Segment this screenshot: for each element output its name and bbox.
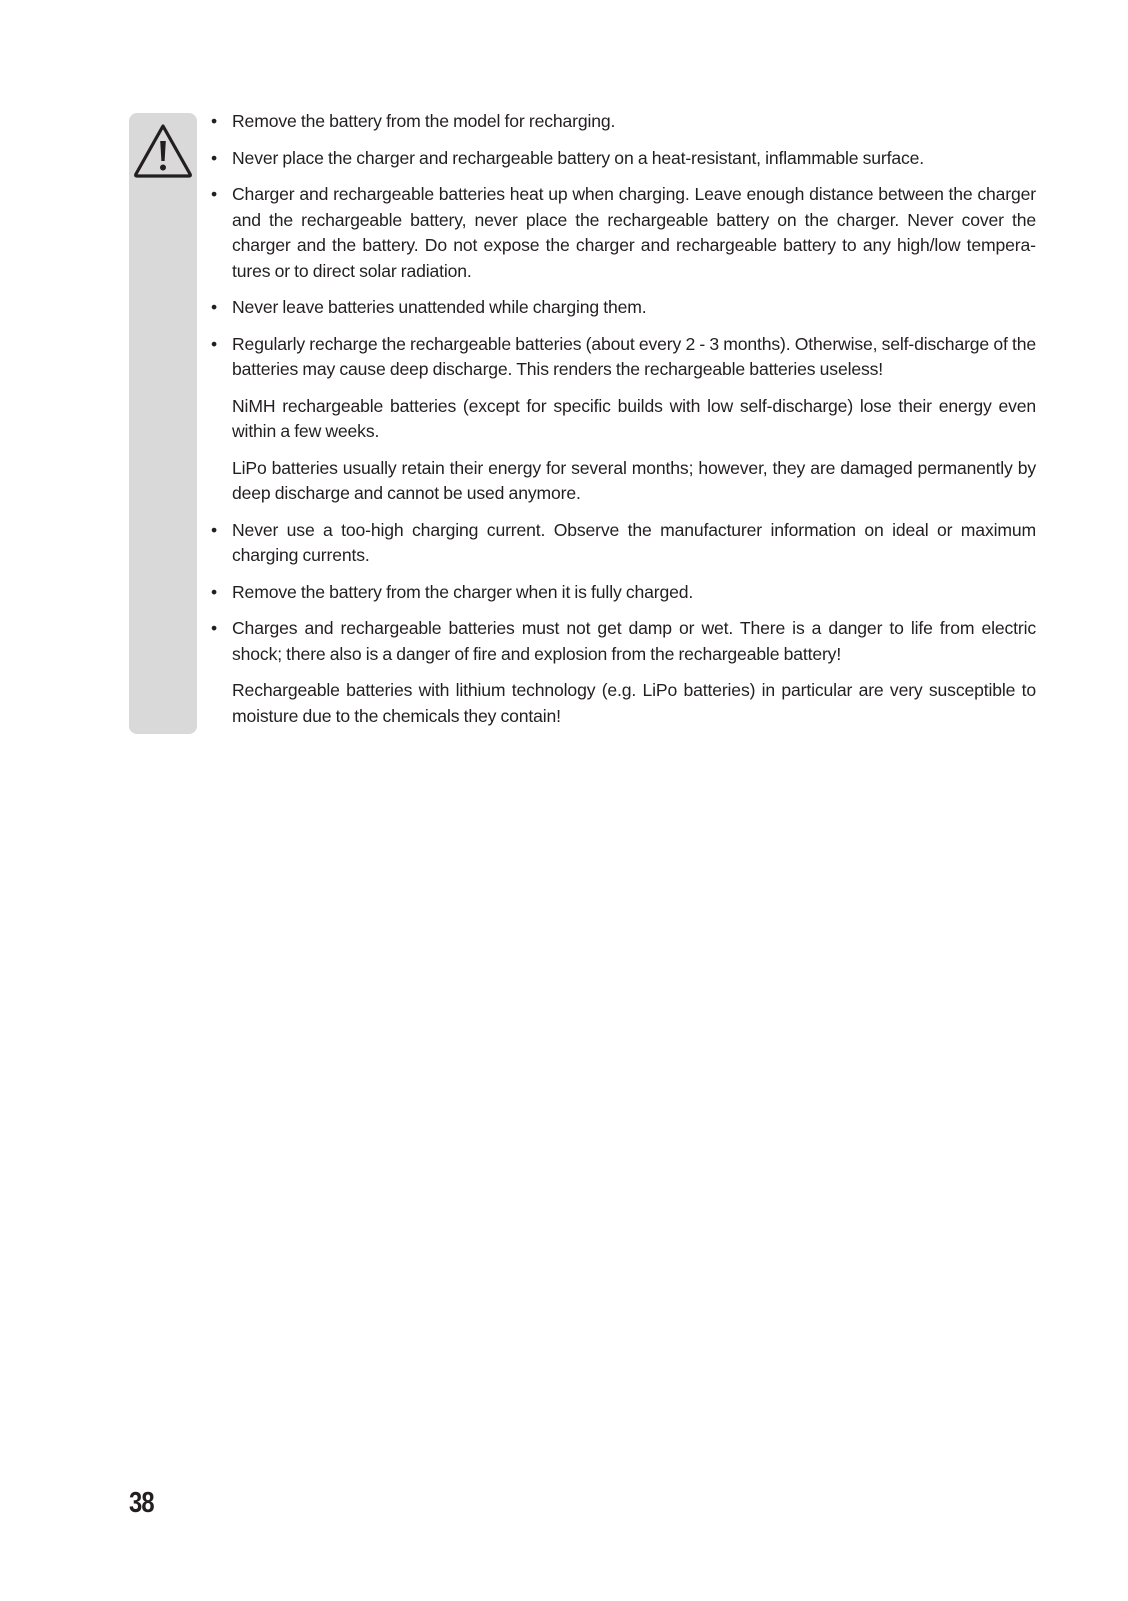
list-item bbox=[211, 182, 1036, 284]
bullet: • bbox=[211, 333, 218, 354]
paragraph-text: LiPo batteries usually retain their energy for several months; however, they are damaged permanently by deep discharge and cannot be used anymore. bbox=[232, 457, 1036, 503]
bullet: • bbox=[211, 581, 218, 602]
list-item bbox=[211, 518, 1036, 569]
bullet: • bbox=[211, 184, 218, 204]
list-item bbox=[211, 295, 1036, 321]
warning-sidebar bbox=[129, 113, 197, 734]
list-item-text: Charges and rechargeable batteries must not get damp or wet. There is a danger to life from electric shock; there also is a danger of fire and explosion from the rechargeable battery! bbox=[232, 618, 1036, 664]
bullet: • bbox=[211, 297, 218, 317]
paragraph-text: Rechargeable batteries with lithium technology (e.g. LiPo batteries) in particular are very susceptible to moisture due to the chemicals they contain! bbox=[232, 680, 1036, 726]
list-item-text: Charger and rechargeable batteries heat up when charging. Leave enough distance between the charger and the rechargeable battery, never place the rechargeable battery on the charger. Never cover the charger and the battery. Do not expose the charger and rechargeable battery to any high/low temperatures or to direct solar radiation. bbox=[232, 184, 1036, 281]
list-item bbox=[211, 616, 1036, 667]
list-item bbox=[211, 146, 1036, 172]
bullet: • bbox=[211, 618, 218, 638]
list-item-text: Regularly recharge the rechargeable batteries (about every 2 - 3 months). Otherwise, self-discharge of the batteries may cause deep discharge. This renders the rechargeable batteries useless! bbox=[232, 333, 1036, 379]
list-item-paragraph bbox=[211, 394, 1036, 445]
list-item-text: Remove the battery from the model for recharging. bbox=[232, 111, 616, 131]
bullet: • bbox=[211, 111, 218, 131]
warning-triangle-icon bbox=[133, 123, 193, 179]
list-item-paragraph bbox=[211, 456, 1036, 507]
list-item-text: Never use a too-high charging current. Observe the manufacturer information on ideal or maximum charging currents. bbox=[232, 519, 1036, 565]
bullet: • bbox=[211, 519, 218, 540]
list-item bbox=[211, 332, 1036, 383]
list-item-text: Never leave batteries unattended while charging them. bbox=[232, 297, 647, 317]
safety-instructions-list bbox=[211, 109, 1036, 740]
list-item-paragraph bbox=[211, 678, 1036, 729]
page-number: 38 bbox=[129, 1487, 154, 1519]
list-item-text: Never place the charger and rechargeable battery on a heat-resistant, inflammable surface. bbox=[232, 147, 924, 168]
list-item bbox=[211, 109, 1036, 135]
bullet: • bbox=[211, 147, 218, 168]
list-item bbox=[211, 580, 1036, 606]
list-item-text: Remove the battery from the charger when it is fully charged. bbox=[232, 581, 694, 602]
paragraph-text: NiMH rechargeable batteries (except for specific builds with low self-discharge) lose their energy even within a few weeks. bbox=[232, 395, 1036, 441]
